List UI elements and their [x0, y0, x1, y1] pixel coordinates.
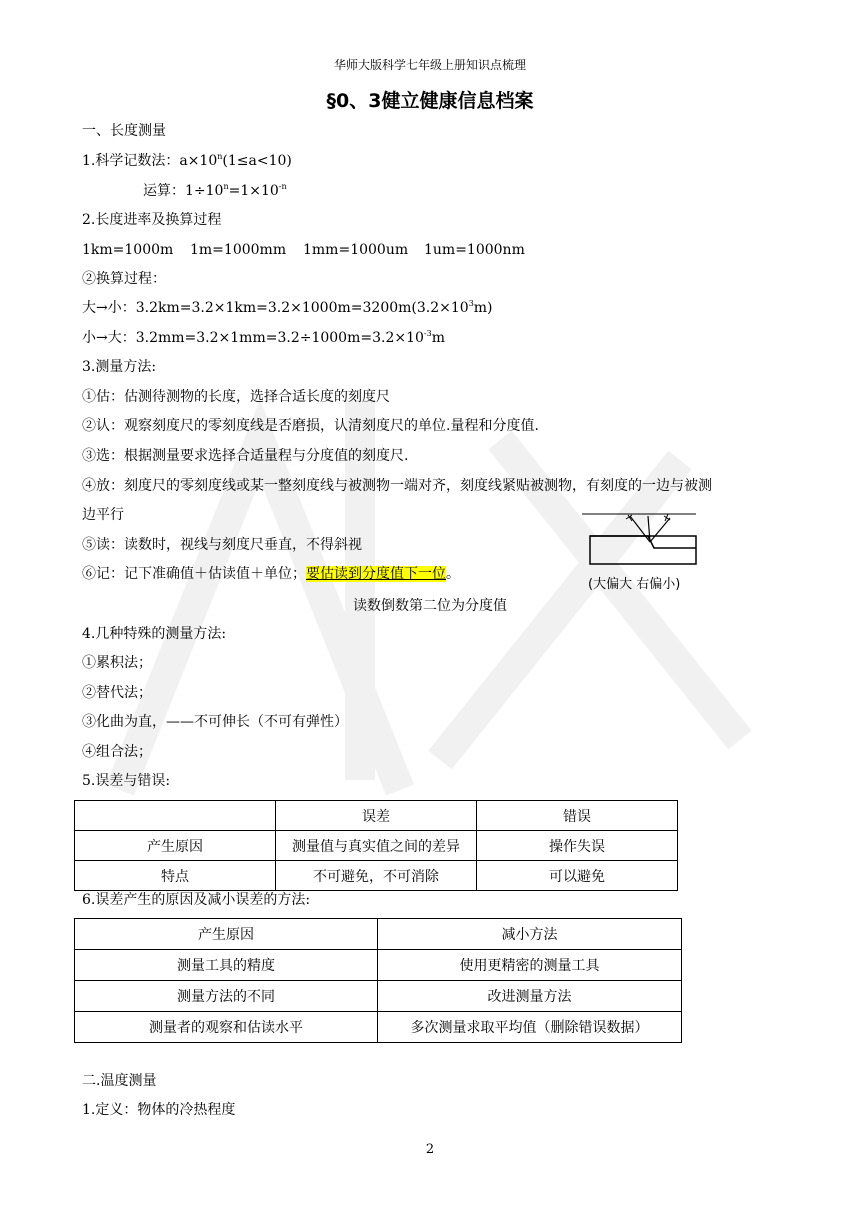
highlighted-text: 要估读到分度值下一位: [306, 566, 446, 582]
method-4b: 边平行: [82, 507, 124, 523]
special-heading: 4.几种特殊的测量方法:: [82, 626, 227, 642]
table-cell: 可以避免: [477, 861, 678, 891]
table-cell: 操作失误: [477, 831, 678, 861]
big-to-small: 大→小：$3.2km=3.2\times 1km=3.2\times 1000m=3200m(3.2\times 10^3m)$: [82, 299, 493, 316]
method-5: ⑤读：读数时，视线与刻度尺垂直，不得斜视: [82, 537, 362, 553]
error-vs-mistake-table: [74, 800, 678, 891]
table-cell: 测量者的观察和估读水平: [75, 1012, 378, 1043]
ruler-reading-diagram: [578, 506, 700, 598]
table-cell: 测量工具的精度: [75, 950, 378, 981]
table-cell: 减小方法: [378, 919, 682, 950]
method-6-note: 读数倒数第二位为分度值: [353, 598, 507, 614]
table-cell: 使用更精密的测量工具: [378, 950, 682, 981]
table-cell: 错误: [477, 801, 678, 831]
special-3: ③化曲为直，——不可伸长（不可有弹性）: [82, 714, 348, 730]
unit-2: 1m=1000mm: [190, 242, 287, 258]
page-title: §0、3健立健康信息档案: [326, 90, 534, 112]
small-to-big: 小→大：$3.2mm=3.2\times 1mm=3.2\div 1000m=3.2\times 10^{-3}m$: [82, 329, 445, 346]
section2-heading: 二.温度测量: [82, 1073, 157, 1089]
table-row: [75, 801, 678, 831]
table-cell: 多次测量求取平均值（删除错误数据）: [378, 1012, 682, 1043]
method-6: ⑥记：记下准确值＋估读值＋单位；要估读到分度值下一位。: [82, 566, 460, 582]
table-cell: 特点: [75, 861, 276, 891]
method-3: ③选：根据测量要求选择合适量程与分度值的刻度尺.: [82, 448, 409, 464]
table-row: [75, 950, 682, 981]
unit-4: 1um=1000nm: [424, 242, 525, 258]
table-row: [75, 831, 678, 861]
table-row: [75, 981, 682, 1012]
error-reduction-table: [74, 918, 682, 1043]
table-cell: 不可避免，不可消除: [276, 861, 477, 891]
table-cell: 产生原因: [75, 831, 276, 861]
unit-1: 1km=1000m: [82, 242, 174, 258]
method-1: ①估：估测待测物的长度，选择合适长度的刻度尺: [82, 389, 390, 405]
temperature-definition: 1.定义：物体的冷热程度: [82, 1102, 236, 1118]
page-number: 2: [425, 1142, 435, 1157]
table-cell: 误差: [276, 801, 477, 831]
table-row: [75, 861, 678, 891]
method-2: ②认：观察刻度尺的零刻度线是否磨损，认清刻度尺的单位.量程和分度值.: [82, 418, 539, 434]
unit-heading: 2.长度进率及换算过程: [82, 212, 222, 228]
sci-notation-line: 1.科学记数法：$a\times 10^n(1\le a<10)$: [82, 152, 292, 169]
special-1: ①累积法；: [82, 655, 152, 671]
table-row: [75, 919, 682, 950]
method-heading: 3.测量方法:: [82, 359, 157, 375]
calc-line: 运算：$1\div 10^n=1\times 10^{-n}$: [143, 182, 287, 199]
table-cell: 产生原因: [75, 919, 378, 950]
error-heading: 5.误差与错误:: [82, 773, 171, 789]
table-cell: 测量值与真实值之间的差异: [276, 831, 477, 861]
table-cell: 测量方法的不同: [75, 981, 378, 1012]
special-2: ②替代法；: [82, 685, 152, 701]
section1-heading: 一、长度测量: [82, 123, 166, 139]
unit-3: 1mm=1000um: [303, 242, 409, 258]
table-cell: [75, 801, 276, 831]
page-header: 华师大版科学七年级上册知识点梳理: [333, 58, 526, 72]
table-row: [75, 1012, 682, 1043]
table-cell: 改进测量方法: [378, 981, 682, 1012]
special-4: ④组合法；: [82, 744, 152, 760]
diagram-label: (大偏大 右偏小): [588, 577, 681, 592]
conv-heading: ②换算过程：: [82, 271, 166, 287]
method-4a: ④放：刻度尺的零刻度线或某一整刻度线与被测物一端对齐，刻度线紧贴被测物，有刻度的一边与被测: [82, 478, 712, 494]
reduce-heading: 6.误差产生的原因及减小误差的方法:: [82, 892, 311, 908]
